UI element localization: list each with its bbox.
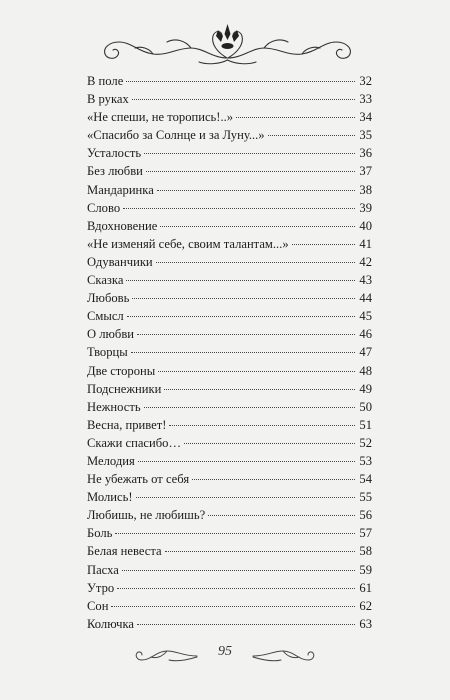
toc-entry-page: 32 [359,74,372,88]
toc-entry-title: Смысл [87,309,124,324]
footer-ornament-right-icon [251,648,317,664]
toc-entry [87,72,372,90]
toc-dot-leader [184,443,355,444]
toc-entry-title: О любви [87,327,135,342]
toc-entry-page: 43 [359,273,372,288]
toc-dot-leader [123,208,355,209]
toc-entry-page: 51 [359,417,372,432]
toc-entry-title: Творцы [87,345,128,360]
toc-entry [87,162,372,180]
toc-dot-leader [192,479,355,480]
toc-entry-title: «Спасибо за Солнце и за Луну...» [87,128,265,143]
toc-entry-page: 62 [359,598,372,613]
toc-entry-page: 45 [359,309,372,324]
toc-entry-page: 35 [359,128,372,143]
toc-entry [87,217,372,235]
toc-entry-title: Весна, привет! [87,417,167,432]
toc-entry-title: Сон [87,598,109,613]
toc-entry-title: Колючка [87,616,134,631]
toc-entry [87,470,372,488]
toc-entry-page: 56 [359,508,372,523]
toc-entry-title: В руках [87,92,129,107]
toc-entry-title: Слово [87,200,121,215]
toc-entry [87,253,372,271]
toc-entry-page: 46 [359,327,372,342]
footer-ornament-left-icon [133,648,199,664]
toc-entry-title: Сказка [87,273,124,288]
toc-entry [87,380,372,398]
toc-entry-page: 58 [359,544,372,559]
toc-dot-leader [169,425,355,426]
toc-entry-page: 61 [359,580,372,595]
toc-entry-page: 36 [359,146,372,161]
toc-entry-title: Усталость [87,146,142,161]
toc-dot-leader [144,153,355,154]
table-of-contents [87,72,372,633]
toc-dot-leader [117,588,355,589]
toc-entry-title: Подснежники [87,381,162,396]
toc-entry [87,199,372,217]
toc-entry [87,398,372,416]
toc-dot-leader [158,371,355,372]
toc-entry [87,271,372,289]
toc-entry [87,181,372,199]
toc-entry-title: Любишь, не любишь? [87,508,206,523]
toc-dot-leader [165,551,355,552]
toc-entry-page: 59 [359,562,372,577]
toc-dot-leader [137,334,355,335]
toc-dot-leader [164,389,355,390]
toc-entry [87,362,372,380]
toc-dot-leader [292,244,355,245]
toc-entry [87,343,372,361]
toc-entry [87,90,372,108]
toc-entry-page: 37 [359,164,372,179]
toc-entry-page: 34 [359,110,372,125]
toc-entry [87,561,372,579]
toc-entry-page: 41 [359,236,372,251]
toc-dot-leader [111,606,355,607]
toc-dot-leader [208,515,355,516]
toc-dot-leader [126,81,355,82]
toc-dot-leader [127,316,355,317]
toc-entry-page: 38 [359,182,372,197]
toc-entry-title: Пасха [87,562,119,577]
toc-dot-leader [138,461,355,462]
toc-entry-title: Мандаринка [87,182,154,197]
toc-entry [87,488,372,506]
toc-entry-title: Две стороны [87,363,156,378]
toc-entry-title: Вдохновение [87,218,158,233]
toc-entry-page: 57 [359,526,372,541]
toc-entry-page: 53 [359,453,372,468]
page-number: 95 [218,644,232,659]
toc-entry [87,542,372,560]
toc-entry-page: 33 [359,92,372,107]
toc-entry-page: 52 [359,435,372,450]
top-ornament-icon [95,18,360,68]
toc-entry-page: 40 [359,218,372,233]
toc-entry [87,506,372,524]
toc-entry-title: Любовь [87,291,130,306]
toc-entry [87,108,372,126]
toc-entry [87,416,372,434]
toc-dot-leader [157,190,355,191]
toc-dot-leader [160,226,355,227]
toc-entry [87,144,372,162]
toc-dot-leader [236,117,355,118]
toc-entry-title: Не убежать от себя [87,472,190,487]
toc-entry [87,434,372,452]
toc-entry [87,524,372,542]
toc-entry-title: Одуванчики [87,254,153,269]
toc-entry [87,615,372,633]
toc-entry-page: 63 [359,616,372,631]
toc-entry-title: Мелодия [87,453,135,468]
toc-dot-leader [137,624,355,625]
toc-entry-title: Утро [87,580,115,595]
toc-dot-leader [132,298,355,299]
toc-dot-leader [132,99,355,100]
toc-entry [87,597,372,615]
toc-entry [87,325,372,343]
toc-entry [87,126,372,144]
toc-dot-leader [156,262,355,263]
toc-dot-leader [131,352,355,353]
toc-entry-page: 49 [359,381,372,396]
toc-dot-leader [126,280,355,281]
toc-entry-title: В поле [87,74,124,88]
toc-entry-title: Белая невеста [87,544,162,559]
toc-entry-title: Нежность [87,399,141,414]
toc-dot-leader [268,135,355,136]
toc-entry [87,452,372,470]
toc-entry-page: 54 [359,472,372,487]
toc-entry-title: «Не изменяй себе, своим талантам...» [87,236,289,251]
toc-entry-page: 47 [359,345,372,360]
toc-entry [87,307,372,325]
page-footer [0,640,450,670]
toc-entry-page: 48 [359,363,372,378]
toc-entry-page: 39 [359,200,372,215]
toc-entry-page: 42 [359,254,372,269]
toc-entry-title: Без любви [87,164,143,179]
toc-entry-page: 55 [359,490,372,505]
toc-entry-page: 50 [359,399,372,414]
toc-entry [87,235,372,253]
toc-entry-page: 44 [359,291,372,306]
toc-dot-leader [115,533,355,534]
toc-dot-leader [136,497,355,498]
toc-entry-title: Скажи спасибо… [87,435,182,450]
toc-dot-leader [144,407,355,408]
toc-entry [87,579,372,597]
toc-entry-title: Боль [87,526,113,541]
toc-dot-leader [122,570,355,571]
toc-entry-title: Молись! [87,490,133,505]
toc-entry-title: «Не спеши, не торопись!..» [87,110,234,125]
toc-dot-leader [146,171,355,172]
toc-entry [87,289,372,307]
